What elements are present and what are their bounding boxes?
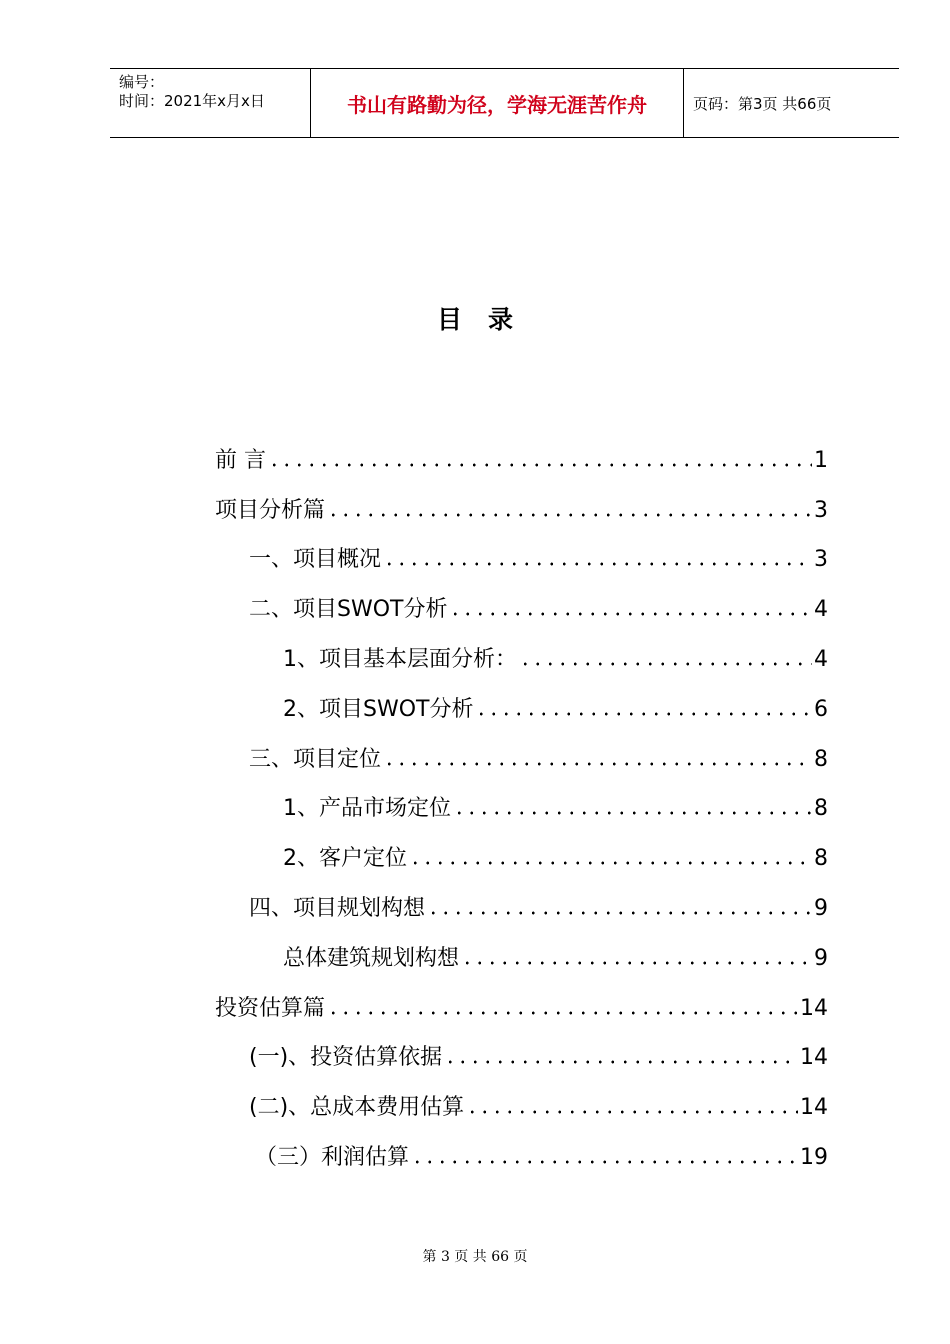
toc-leader-dots [444, 1059, 798, 1065]
toc-leader-dots [466, 1109, 798, 1115]
toc-leader-dots [427, 910, 812, 916]
header-page-info: 页码：第3页 共66页 [693, 94, 832, 113]
toc-entry-page: 14 [800, 1095, 828, 1121]
toc-entry-page: 9 [814, 895, 828, 921]
toc-leader-dots [383, 761, 812, 767]
toc-entry-label: （三）利润估算 [255, 1144, 410, 1170]
toc-entry[interactable] [215, 675, 828, 725]
toc-entry-page: 3 [814, 547, 828, 573]
toc-entry[interactable] [215, 1123, 828, 1173]
toc-leader-dots [327, 512, 812, 518]
toc-entry-label: 项目分析篇 [215, 497, 326, 523]
toc-entry-label: 1、项目基本层面分析： [283, 646, 517, 672]
toc-leader-dots [449, 611, 812, 617]
toc-entry-label: 2、客户定位 [283, 846, 407, 872]
toc-entry[interactable] [215, 874, 828, 924]
page-footer: 第 3 页 共 66 页 [422, 1249, 528, 1265]
toc-entry[interactable] [215, 1024, 828, 1074]
toc-leader-dots [519, 661, 812, 667]
toc-entry[interactable] [215, 575, 828, 625]
toc-entry-label: 2、项目SWOT分析 [283, 696, 474, 722]
toc-entry-page: 6 [814, 696, 828, 722]
toc-leader-dots [268, 462, 812, 468]
header-meta [110, 69, 311, 137]
toc-entry-label: 三、项目定位 [249, 746, 382, 772]
toc-leader-dots [383, 561, 812, 567]
header-motto: 书山有路勤为径，学海无涯苦作舟 [311, 69, 684, 137]
toc-entry-page: 1 [814, 447, 828, 473]
toc-entry[interactable] [215, 924, 828, 974]
toc-entry-page: 14 [800, 1045, 828, 1071]
toc-leader-dots [411, 1159, 798, 1165]
toc-entry[interactable] [215, 824, 828, 874]
toc-entry-page: 8 [814, 796, 828, 822]
toc-entry[interactable] [215, 476, 828, 526]
page-header [110, 68, 899, 138]
table-of-contents [215, 426, 828, 1173]
toc-entry-label: (二)、总成本费用估算 [249, 1095, 465, 1121]
toc-entry-page: 14 [800, 995, 828, 1021]
toc-title: 目录 [436, 305, 539, 334]
toc-entry-page: 8 [814, 846, 828, 872]
toc-entry-page: 3 [814, 497, 828, 523]
toc-entry-label: 投资估算篇 [215, 995, 326, 1021]
toc-entry[interactable] [215, 526, 828, 576]
toc-entry[interactable] [215, 725, 828, 775]
toc-leader-dots [409, 860, 812, 866]
toc-entry-page: 4 [814, 646, 828, 672]
toc-leader-dots [475, 711, 812, 717]
toc-leader-dots [453, 810, 812, 816]
toc-entry-label: 一、项目概况 [249, 547, 382, 573]
toc-entry-page: 9 [814, 945, 828, 971]
toc-entry-label: 四、项目规划构想 [249, 895, 426, 921]
toc-entry-page: 8 [814, 746, 828, 772]
toc-entry[interactable] [215, 775, 828, 825]
toc-entry-label: 前 言 [215, 447, 266, 473]
toc-leader-dots [327, 1010, 798, 1016]
toc-entry[interactable] [215, 625, 828, 675]
toc-entry-page: 19 [800, 1144, 828, 1170]
toc-entry-label: 二、项目SWOT分析 [249, 597, 448, 623]
toc-entry[interactable] [215, 974, 828, 1024]
toc-entry-page: 4 [814, 597, 828, 623]
toc-entry[interactable] [215, 426, 828, 476]
toc-entry[interactable] [215, 1073, 828, 1123]
document-number-label: 编号： [119, 73, 165, 91]
toc-entry-label: (一)、投资估算依据 [249, 1045, 443, 1071]
toc-leader-dots [461, 960, 812, 966]
document-time-label: 时间：2021年x月x日 [119, 92, 265, 110]
toc-entry-label: 1、产品市场定位 [283, 796, 451, 822]
toc-entry-label: 总体建筑规划构想 [283, 945, 460, 971]
